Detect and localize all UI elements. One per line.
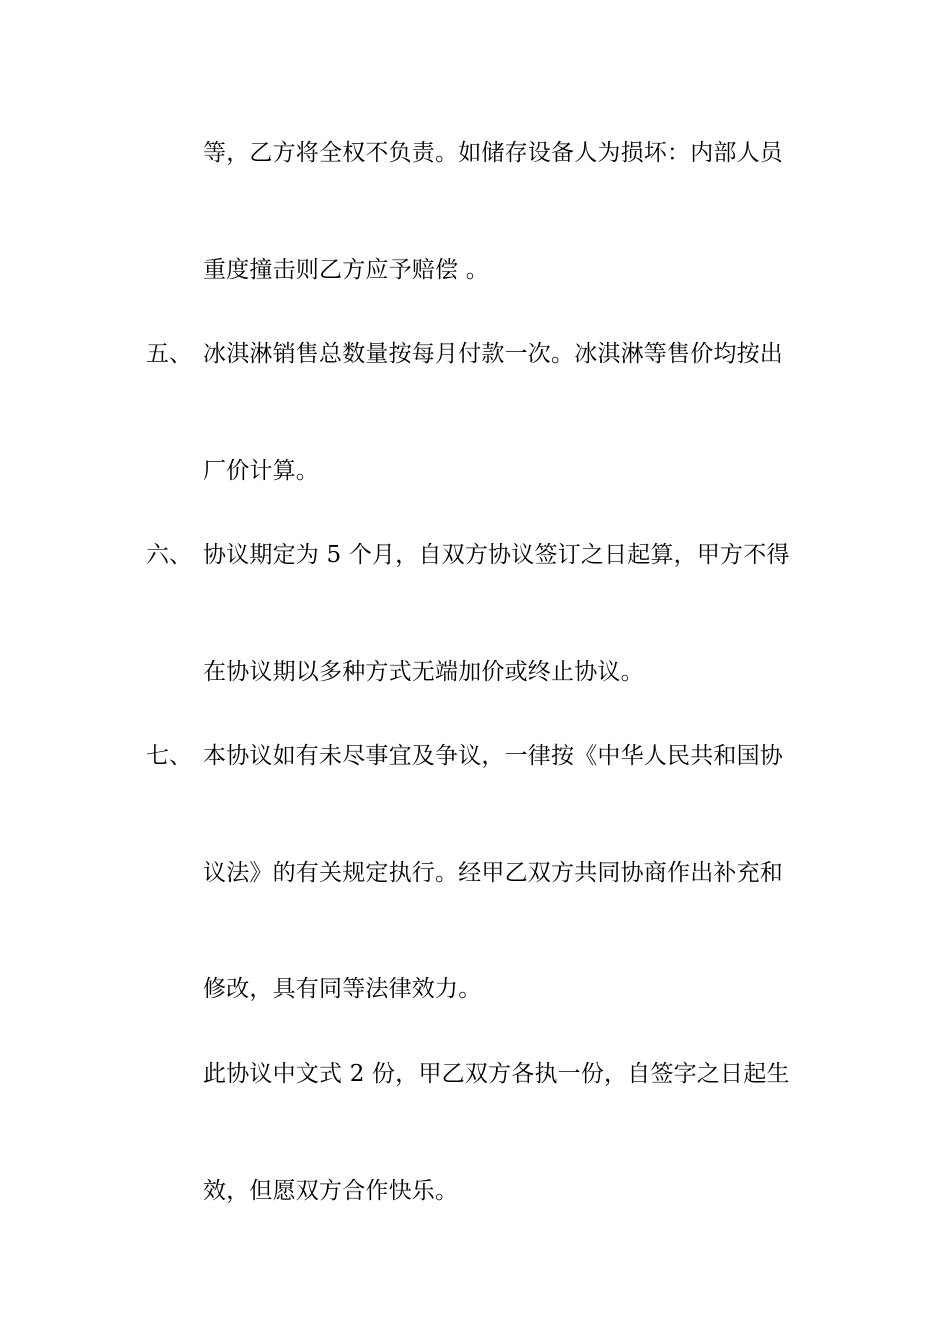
text-line: 协议期定为 5 个月，自双方协议签订之日起算，甲方不得 <box>203 542 790 568</box>
text-line: 冰淇淋销售总数量按每月付款一次。冰淇淋等售价均按出 <box>203 341 783 367</box>
clause-number-6: 六、 <box>146 542 192 568</box>
text-line: 此协议中文式 2 份，甲乙双方各执一份，自签字之日起生 <box>203 1061 790 1087</box>
clause-number-5: 五、 <box>146 341 192 367</box>
text-line: 重度撞击则乙方应予赔偿 。 <box>203 257 489 283</box>
text-line: 等，乙方将全权不负责。如储存设备人为损坏：内部人员 <box>203 140 783 166</box>
text-line: 在协议期以多种方式无端加价或终止协议。 <box>203 659 644 685</box>
text-line: 厂价计算。 <box>203 458 319 484</box>
text-line: 本协议如有未尽事宜及争议，一律按《中华人民共和国协 <box>203 743 783 769</box>
text-line: 议法》的有关规定执行。经甲乙双方共同协商作出补充和 <box>203 860 783 886</box>
clause-number-7: 七、 <box>146 743 192 769</box>
text-line: 效，但愿双方合作快乐。 <box>203 1178 459 1204</box>
text-line: 修改，具有同等法律效力。 <box>203 976 482 1002</box>
